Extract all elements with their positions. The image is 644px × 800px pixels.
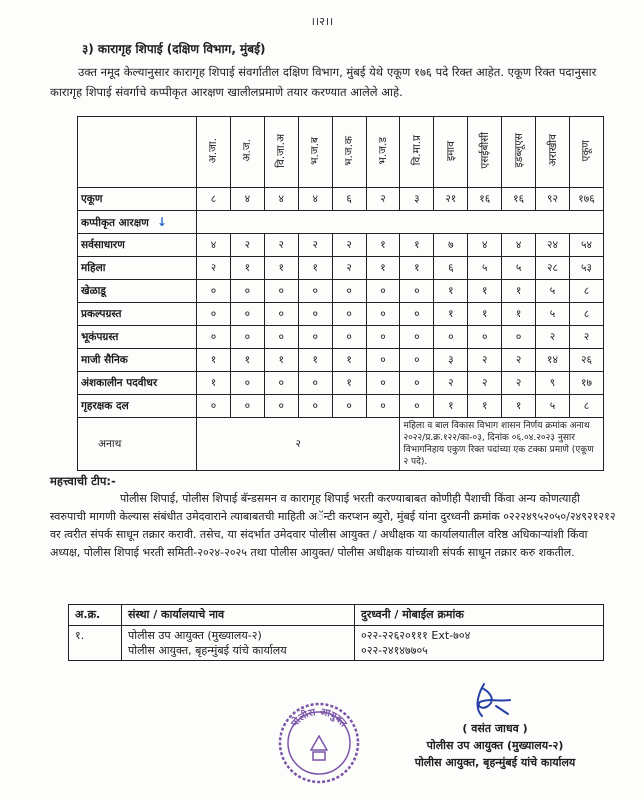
table-cell: १ (230, 257, 264, 280)
row-label (78, 326, 197, 349)
table-cell: ० (400, 349, 434, 372)
table-cell: १ (366, 234, 400, 257)
table-cell: ० (298, 395, 332, 418)
table-cell: ० (400, 280, 434, 303)
table-cell: १ (230, 349, 264, 372)
table-cell: १ (434, 395, 468, 418)
column-header (400, 117, 434, 188)
table-cell: ० (366, 326, 400, 349)
column-header-label: भ.ज.ड (376, 136, 389, 165)
table-cell: ४ (468, 234, 502, 257)
contact-table (68, 604, 604, 661)
column-header-label: इडब्लूएस (512, 133, 525, 168)
table-cell: १ (468, 280, 502, 303)
signatory-name: ( वसंत जाधव ) (462, 722, 528, 735)
table-row (78, 303, 604, 326)
table-cell: ४ (264, 188, 298, 211)
row-label (78, 257, 197, 280)
column-header (536, 117, 570, 188)
handwritten-signature (460, 680, 520, 722)
table-cell: १ (264, 257, 298, 280)
table-cell: ० (366, 280, 400, 303)
page-number: ।।२।। (310, 15, 334, 28)
table-cell: १ (264, 349, 298, 372)
down-arrow-icon: ↓ (156, 214, 167, 229)
column-header-label: भ.ज.क (343, 135, 356, 166)
table-cell: १ (502, 395, 536, 418)
table-row (78, 326, 604, 349)
row-label-text: सर्वसाधारण (81, 239, 125, 251)
table-cell: ९ (536, 372, 570, 395)
column-header (332, 117, 366, 188)
table-cell: ० (197, 395, 231, 418)
anath-label: अनाथ (78, 418, 197, 471)
row-label-text: प्रकल्पग्रस्त (81, 308, 122, 320)
table-cell: १ (400, 234, 434, 257)
table-cell: २ (366, 188, 400, 211)
contact-header-no: अ.क्र. (69, 605, 122, 626)
table-cell: ० (264, 303, 298, 326)
table-cell: ० (230, 372, 264, 395)
intro-text: उक्त नमूद केल्यानुसार कारागृह शिपाई संवर्गातील दक्षिण विभाग, मुंबई येथे एकूण १७६ पदे रिक्त आहेत. एकूण रिक्त पदानुसार कारागृह शिपाई संवर्गाचे कप्पीकृत आरक्षण खालीलप्रमाणे तयार करण्यात आलेले आहे. (50, 65, 597, 99)
column-header (468, 117, 502, 188)
table-cell: ० (264, 280, 298, 303)
table-row (78, 280, 604, 303)
contact-office-line2: पोलीस आयुक्त, बृहन्मुंबई यांचे कार्यालय (128, 644, 287, 657)
note-text: पोलीस शिपाई, पोलीस शिपाई बॅन्डसमन व कारागृह शिपाई भरती करण्याबाबत कोणीही पैशाची किंवा अन्य कोणत्याही स्वरुपाची मागणी केल्यास संबंधीत उमेदवाराने त्याबाबतची माहिती अॅन्टी करप्शन ब्युरो, मुंबई यांना दुरध्वनी क्रमांक ०२२२४९५२०५०/२४९२१२१२ वर त्वरीत संपर्क साधून तक्रार करावी. तसेच, या संदर्भात उमेदवार पोलीस आयुक्त / अधीक्षक या कार्यालयातील वरिष्ठ अधिकाऱ्यांशी किंवा अध्यक्ष, पोलीस शिपाई भरती समिती-२०२४-२०२५ तथा पोलीस आयुक्त/ पोलीस अधीक्षक यांच्याशी संपर्क साधून तक्रार करु शकतील. (50, 492, 616, 559)
table-cell: ० (502, 326, 536, 349)
table-cell: ५ (536, 395, 570, 418)
table-cell: ० (298, 372, 332, 395)
contact-header-phone: दुरध्वनी / मोबाईल क्रमांक (355, 605, 604, 626)
table-cell: २ (298, 234, 332, 257)
reservation-table (77, 116, 604, 471)
table-cell: ० (332, 395, 366, 418)
table-cell: १ (366, 257, 400, 280)
row-label-text: माजी सैनिक (81, 354, 128, 366)
table-cell: ० (197, 326, 231, 349)
row-label (78, 303, 197, 326)
table-row (78, 211, 604, 234)
table-cell: ० (400, 395, 434, 418)
table-row (78, 257, 604, 280)
table-cell: ७ (434, 234, 468, 257)
table-cell: ० (197, 303, 231, 326)
signatory-block (400, 720, 590, 771)
row-label (78, 372, 197, 395)
table-cell: २ (230, 234, 264, 257)
column-header (502, 117, 536, 188)
table-cell: ० (366, 303, 400, 326)
table-cell: ० (264, 372, 298, 395)
column-header (197, 117, 231, 188)
table-cell: ० (468, 326, 502, 349)
table-cell: ० (366, 395, 400, 418)
table-cell: २१ (434, 188, 468, 211)
table-row (78, 188, 604, 211)
column-header (298, 117, 332, 188)
stamp-text: पोलीस आयुक्त (289, 706, 349, 730)
table-cell: २४ (536, 234, 570, 257)
table-cell: १ (298, 349, 332, 372)
column-header (230, 117, 264, 188)
table-cell: ६ (434, 257, 468, 280)
table-cell: ५ (468, 257, 502, 280)
table-cell: ८ (569, 395, 603, 418)
table-cell: १ (468, 303, 502, 326)
column-header (434, 117, 468, 188)
table-cell: ० (197, 280, 231, 303)
table-cell: २ (569, 326, 603, 349)
table-cell: १४ (536, 349, 570, 372)
table-cell: २ (502, 372, 536, 395)
table-cell: १ (434, 280, 468, 303)
signatory-designation: पोलीस उप आयुक्त (मुख्यालय-२) (426, 739, 564, 752)
table-cell: १ (197, 372, 231, 395)
table-row (78, 395, 604, 418)
table-cell: १ (502, 280, 536, 303)
table-cell: ० (298, 326, 332, 349)
table-cell: ० (230, 280, 264, 303)
table-row (78, 372, 604, 395)
table-cell: ५ (502, 257, 536, 280)
table-cell: ४ (298, 188, 332, 211)
table-cell: ४ (197, 234, 231, 257)
table-cell: ० (298, 280, 332, 303)
contact-office (122, 626, 355, 661)
table-row (78, 349, 604, 372)
row-label-text: गृहरक्षक दल (81, 400, 129, 412)
column-header-label: भ.ज.ब (309, 136, 322, 165)
table-cell: १७ (569, 372, 603, 395)
table-cell: २ (332, 257, 366, 280)
table-cell: ५३ (569, 257, 603, 280)
table-cell: १ (400, 257, 434, 280)
column-header-label: एकूण (580, 139, 593, 162)
contact-header-office: संस्था / कार्यालयाचे नाव (122, 605, 355, 626)
table-cell: १६ (468, 188, 502, 211)
table-cell: ० (400, 372, 434, 395)
table-cell: ० (332, 326, 366, 349)
table-cell: ८ (569, 303, 603, 326)
table-cell: १ (468, 395, 502, 418)
table-cell: ३ (400, 188, 434, 211)
contact-no: १. (69, 626, 122, 661)
table-cell: २ (468, 349, 502, 372)
table-cell: ० (400, 303, 434, 326)
table-cell: १ (298, 257, 332, 280)
table-cell: १ (197, 349, 231, 372)
table-cell: ५४ (569, 234, 603, 257)
note-title: महत्त्वाची टीप:- (50, 474, 116, 488)
table-cell: ० (264, 326, 298, 349)
row-label-text: अंशकालीन पदवीधर (81, 377, 158, 389)
column-header-label: अराखीव (546, 134, 559, 167)
row-label (78, 395, 197, 418)
table-cell: ० (264, 395, 298, 418)
table-cell: २ (434, 372, 468, 395)
table-cell: ० (230, 395, 264, 418)
table-cell: ० (400, 326, 434, 349)
table-cell: २ (332, 234, 366, 257)
section-heading: ३) कारागृह शिपाई (दक्षिण विभाग, मुंबई) (82, 42, 266, 56)
table-cell: ६ (332, 188, 366, 211)
row-label (78, 234, 197, 257)
column-header (264, 117, 298, 188)
column-header-label: इमाव (444, 140, 457, 161)
table-cell: १७६ (569, 188, 603, 211)
row-label-text: खेळाडू (81, 285, 106, 297)
anath-value: २ (197, 418, 400, 471)
row-label (78, 188, 197, 211)
row-label (78, 280, 197, 303)
contact-table-header (69, 605, 604, 626)
table-cell: ० (332, 303, 366, 326)
table-cell: २ (197, 257, 231, 280)
table-cell: २ (502, 349, 536, 372)
contact-phone-line1: ०२२-२२६२०१११ Ext-७०४ (361, 629, 471, 642)
note-body (50, 490, 616, 562)
header-empty-cell (78, 117, 197, 188)
official-stamp-icon (276, 700, 362, 786)
column-header-label: वि.जा.अ (275, 133, 288, 168)
signatory-office: पोलीस आयुक्त, बृहन्मुंबई यांचे कार्यालय (414, 756, 576, 769)
column-header (569, 117, 603, 188)
table-cell: ० (230, 303, 264, 326)
table-cell: ५ (536, 303, 570, 326)
table-cell: ० (230, 326, 264, 349)
contact-row (69, 626, 604, 661)
row-label (78, 211, 197, 234)
table-cell: १६ (502, 188, 536, 211)
row-label-text: एकूण (81, 193, 103, 205)
table-cell: ८ (197, 188, 231, 211)
contact-phone (355, 626, 604, 661)
column-header-label: एसईबीसी (478, 132, 491, 169)
column-header-label: अ.जा. (207, 137, 220, 164)
table-row (78, 234, 604, 257)
table-cell: १ (502, 303, 536, 326)
table-cell: ३ (434, 349, 468, 372)
intro-paragraph (50, 62, 610, 102)
table-cell: २ (264, 234, 298, 257)
table-cell: १ (434, 303, 468, 326)
table-cell: २ (536, 326, 570, 349)
anath-note: महिला व बाल विकास विभाग शासन निर्णय क्रमांक अनाथ २०२२/प्र.क्र.१२२/का-०३, दिनांक ०६.०४.२०२३ नुसार विभागनिहाय एकुण रिक्त पदांच्या एक टक्का प्रमाणे (एकूण २ पदे). (400, 418, 604, 471)
row-label-text: भूकंपग्रस्त (81, 331, 119, 343)
column-header (366, 117, 400, 188)
row-label (78, 349, 197, 372)
table-cell: २ (468, 372, 502, 395)
table-cell: १ (332, 372, 366, 395)
row-label-text: कप्पीकृत आरक्षण (81, 216, 149, 229)
table-cell: ४ (230, 188, 264, 211)
table-cell: ० (332, 280, 366, 303)
table-cell: ८ (569, 280, 603, 303)
table-cell: ० (366, 372, 400, 395)
table-cell: ५ (536, 280, 570, 303)
column-header-label: वि.मा.प्र (410, 135, 423, 166)
row-label-text: महिला (81, 262, 106, 274)
table-cell: ९२ (536, 188, 570, 211)
empty-row-cell (197, 211, 604, 234)
table-cell: २८ (536, 257, 570, 280)
table-cell: १ (332, 349, 366, 372)
reservation-table-header (78, 117, 604, 188)
table-cell: ४ (502, 234, 536, 257)
table-cell: ० (434, 326, 468, 349)
table-cell: २६ (569, 349, 603, 372)
contact-office-line1: पोलीस उप आयुक्त (मुख्यालय-२) (128, 629, 262, 642)
anath-row (78, 418, 604, 471)
column-header-label: अ.ज. (241, 139, 254, 162)
table-cell: ० (298, 303, 332, 326)
contact-phone-line2: ०२२-२४१४७७०५ (361, 644, 428, 657)
table-cell: ० (366, 349, 400, 372)
